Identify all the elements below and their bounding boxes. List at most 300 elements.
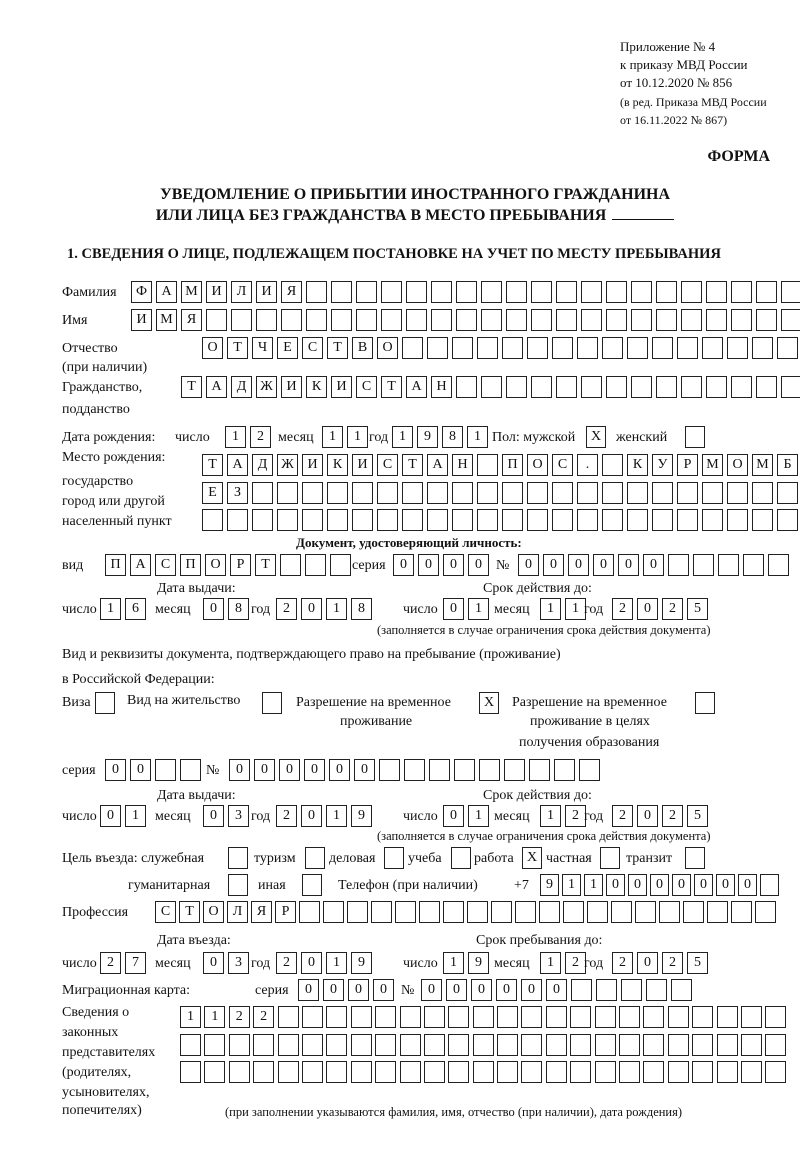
char-cell[interactable]: И [302, 454, 323, 476]
char-cell[interactable] [531, 309, 552, 331]
char-cell[interactable]: 8 [228, 598, 249, 620]
char-cell[interactable] [381, 309, 402, 331]
patronymic-cells[interactable] [202, 337, 798, 359]
char-cell[interactable]: 1 [347, 426, 368, 448]
char-cell[interactable] [452, 482, 473, 504]
char-cell[interactable] [377, 482, 398, 504]
char-cell[interactable]: 0 [637, 952, 658, 974]
char-cell[interactable]: 0 [546, 979, 567, 1001]
char-cell[interactable] [707, 901, 728, 923]
issue-year-cells[interactable] [276, 805, 372, 827]
char-cell[interactable] [477, 509, 498, 531]
char-cell[interactable] [570, 1006, 591, 1028]
char-cell[interactable] [677, 482, 698, 504]
char-cell[interactable] [527, 482, 548, 504]
valid-day-cells[interactable] [443, 805, 489, 827]
char-cell[interactable] [481, 376, 502, 398]
char-cell[interactable] [706, 309, 727, 331]
char-cell[interactable] [229, 1034, 250, 1056]
char-cell[interactable]: 8 [442, 426, 463, 448]
char-cell[interactable] [727, 337, 748, 359]
char-cell[interactable]: М [752, 454, 773, 476]
residence-permit-checkbox[interactable] [262, 692, 282, 714]
char-cell[interactable] [652, 337, 673, 359]
char-cell[interactable] [731, 281, 752, 303]
char-cell[interactable] [427, 509, 448, 531]
char-cell[interactable] [400, 1006, 421, 1028]
char-cell[interactable]: 2 [662, 805, 683, 827]
valid-day-cells[interactable] [443, 598, 489, 620]
doc-number-cells[interactable] [518, 554, 789, 576]
char-cell[interactable] [581, 376, 602, 398]
char-cell[interactable] [677, 337, 698, 359]
char-cell[interactable] [552, 509, 573, 531]
char-cell[interactable] [677, 509, 698, 531]
char-cell[interactable] [356, 309, 377, 331]
char-cell[interactable]: А [156, 281, 177, 303]
birth-year-cells[interactable] [392, 426, 488, 448]
char-cell[interactable] [581, 309, 602, 331]
char-cell[interactable] [351, 1034, 372, 1056]
char-cell[interactable] [631, 376, 652, 398]
char-cell[interactable]: 0 [304, 759, 325, 781]
char-cell[interactable]: 0 [329, 759, 350, 781]
char-cell[interactable] [377, 509, 398, 531]
char-cell[interactable] [473, 1006, 494, 1028]
char-cell[interactable]: К [327, 454, 348, 476]
char-cell[interactable]: 1 [322, 426, 343, 448]
char-cell[interactable] [717, 1061, 738, 1083]
char-cell[interactable] [546, 1061, 567, 1083]
char-cell[interactable]: О [727, 454, 748, 476]
char-cell[interactable] [752, 482, 773, 504]
char-cell[interactable]: Р [677, 454, 698, 476]
purpose-humanitarian-checkbox[interactable] [228, 874, 248, 896]
char-cell[interactable] [731, 376, 752, 398]
char-cell[interactable] [777, 482, 798, 504]
char-cell[interactable] [326, 1061, 347, 1083]
char-cell[interactable] [347, 901, 368, 923]
char-cell[interactable] [656, 376, 677, 398]
char-cell[interactable]: 1 [326, 598, 347, 620]
purpose-private-checkbox[interactable] [600, 847, 620, 869]
char-cell[interactable]: Т [179, 901, 200, 923]
char-cell[interactable]: 0 [421, 979, 442, 1001]
char-cell[interactable] [424, 1006, 445, 1028]
entry-day-cells[interactable] [100, 952, 146, 974]
issue-day-cells[interactable] [100, 805, 146, 827]
char-cell[interactable] [765, 1034, 786, 1056]
char-cell[interactable] [515, 901, 536, 923]
char-cell[interactable]: М [181, 281, 202, 303]
char-cell[interactable] [587, 901, 608, 923]
char-cell[interactable]: 0 [373, 979, 394, 1001]
char-cell[interactable] [668, 554, 689, 576]
char-cell[interactable]: Н [431, 376, 452, 398]
valid-year-cells[interactable] [612, 805, 708, 827]
char-cell[interactable] [504, 759, 525, 781]
char-cell[interactable] [768, 554, 789, 576]
char-cell[interactable]: 0 [618, 554, 639, 576]
char-cell[interactable] [252, 482, 273, 504]
char-cell[interactable]: С [552, 454, 573, 476]
sex-female-checkbox[interactable] [685, 426, 705, 448]
char-cell[interactable] [299, 901, 320, 923]
char-cell[interactable] [595, 1006, 616, 1028]
char-cell[interactable] [473, 1034, 494, 1056]
char-cell[interactable] [280, 554, 301, 576]
char-cell[interactable] [402, 482, 423, 504]
char-cell[interactable]: 0 [643, 554, 664, 576]
char-cell[interactable] [305, 554, 326, 576]
char-cell[interactable]: Т [227, 337, 248, 359]
birth-month-cells[interactable] [322, 426, 368, 448]
char-cell[interactable]: 0 [443, 554, 464, 576]
visa-checkbox[interactable] [95, 692, 115, 714]
char-cell[interactable] [602, 509, 623, 531]
char-cell[interactable] [631, 281, 652, 303]
char-cell[interactable]: 2 [565, 805, 586, 827]
char-cell[interactable]: 0 [298, 979, 319, 1001]
char-cell[interactable]: 0 [521, 979, 542, 1001]
char-cell[interactable]: 1 [562, 874, 581, 896]
char-cell[interactable] [356, 281, 377, 303]
char-cell[interactable] [456, 309, 477, 331]
valid-year-cells[interactable] [612, 598, 708, 620]
char-cell[interactable] [643, 1006, 664, 1028]
char-cell[interactable] [563, 901, 584, 923]
char-cell[interactable]: 9 [468, 952, 489, 974]
char-cell[interactable]: И [131, 309, 152, 331]
char-cell[interactable] [419, 901, 440, 923]
char-cell[interactable] [351, 1061, 372, 1083]
profession-cells[interactable] [155, 901, 776, 923]
blank-underline[interactable] [612, 205, 674, 220]
char-cell[interactable] [717, 1006, 738, 1028]
char-cell[interactable] [552, 337, 573, 359]
res-series-cells[interactable] [105, 759, 201, 781]
char-cell[interactable] [506, 281, 527, 303]
char-cell[interactable] [204, 1034, 225, 1056]
char-cell[interactable] [621, 979, 642, 1001]
sex-male-checkbox[interactable]: X [586, 426, 606, 448]
char-cell[interactable] [406, 281, 427, 303]
char-cell[interactable] [180, 1061, 201, 1083]
char-cell[interactable] [456, 281, 477, 303]
char-cell[interactable] [479, 759, 500, 781]
char-cell[interactable] [702, 509, 723, 531]
char-cell[interactable] [477, 454, 498, 476]
char-cell[interactable]: 0 [468, 554, 489, 576]
char-cell[interactable] [427, 337, 448, 359]
char-cell[interactable]: Т [327, 337, 348, 359]
char-cell[interactable] [302, 1006, 323, 1028]
char-cell[interactable] [611, 901, 632, 923]
char-cell[interactable]: Т [381, 376, 402, 398]
char-cell[interactable] [327, 482, 348, 504]
char-cell[interactable] [331, 281, 352, 303]
char-cell[interactable]: 2 [276, 598, 297, 620]
char-cell[interactable]: 2 [612, 805, 633, 827]
char-cell[interactable] [741, 1034, 762, 1056]
char-cell[interactable] [497, 1034, 518, 1056]
char-cell[interactable] [731, 901, 752, 923]
char-cell[interactable]: 1 [540, 805, 561, 827]
char-cell[interactable]: 1 [467, 426, 488, 448]
char-cell[interactable]: А [206, 376, 227, 398]
char-cell[interactable]: Р [275, 901, 296, 923]
char-cell[interactable]: 0 [203, 952, 224, 974]
char-cell[interactable]: 3 [228, 805, 249, 827]
char-cell[interactable] [371, 901, 392, 923]
char-cell[interactable] [330, 554, 351, 576]
char-cell[interactable] [379, 759, 400, 781]
purpose-official-checkbox[interactable] [228, 847, 248, 869]
phone-cells[interactable] [540, 874, 779, 896]
char-cell[interactable] [777, 337, 798, 359]
char-cell[interactable]: С [155, 554, 176, 576]
char-cell[interactable] [502, 509, 523, 531]
char-cell[interactable] [253, 1034, 274, 1056]
char-cell[interactable]: 1 [584, 874, 603, 896]
char-cell[interactable] [456, 376, 477, 398]
char-cell[interactable] [506, 309, 527, 331]
char-cell[interactable] [352, 509, 373, 531]
char-cell[interactable]: 2 [250, 426, 271, 448]
char-cell[interactable] [556, 309, 577, 331]
char-cell[interactable]: 0 [716, 874, 735, 896]
entry-month-cells[interactable] [203, 952, 249, 974]
birth-day-cells[interactable] [225, 426, 271, 448]
purpose-tourism-checkbox[interactable] [305, 847, 325, 869]
char-cell[interactable] [231, 309, 252, 331]
char-cell[interactable] [477, 337, 498, 359]
char-cell[interactable] [652, 482, 673, 504]
char-cell[interactable] [252, 509, 273, 531]
char-cell[interactable] [760, 874, 779, 896]
doc-series-cells[interactable] [393, 554, 489, 576]
char-cell[interactable]: С [356, 376, 377, 398]
char-cell[interactable] [717, 1034, 738, 1056]
doc-kind-cells[interactable] [105, 554, 351, 576]
char-cell[interactable]: Т [255, 554, 276, 576]
char-cell[interactable] [302, 1061, 323, 1083]
char-cell[interactable] [643, 1061, 664, 1083]
char-cell[interactable]: О [377, 337, 398, 359]
char-cell[interactable]: 1 [565, 598, 586, 620]
char-cell[interactable]: Ф [131, 281, 152, 303]
entry-year-cells[interactable] [276, 952, 372, 974]
char-cell[interactable] [777, 509, 798, 531]
char-cell[interactable]: 5 [687, 952, 708, 974]
char-cell[interactable] [204, 1061, 225, 1083]
char-cell[interactable] [570, 1034, 591, 1056]
char-cell[interactable] [781, 376, 800, 398]
char-cell[interactable] [756, 376, 777, 398]
char-cell[interactable] [692, 1034, 713, 1056]
char-cell[interactable] [619, 1034, 640, 1056]
char-cell[interactable]: 1 [326, 805, 347, 827]
char-cell[interactable] [683, 901, 704, 923]
char-cell[interactable] [546, 1034, 567, 1056]
char-cell[interactable] [281, 309, 302, 331]
char-cell[interactable] [381, 281, 402, 303]
char-cell[interactable]: 2 [276, 805, 297, 827]
char-cell[interactable]: О [203, 901, 224, 923]
char-cell[interactable] [277, 509, 298, 531]
char-cell[interactable]: 0 [203, 598, 224, 620]
char-cell[interactable]: 1 [540, 952, 561, 974]
char-cell[interactable] [406, 309, 427, 331]
issue-year-cells[interactable] [276, 598, 372, 620]
temp-permit-checkbox[interactable]: X [479, 692, 499, 714]
char-cell[interactable] [326, 1034, 347, 1056]
migration-series-cells[interactable] [298, 979, 394, 1001]
char-cell[interactable]: Л [231, 281, 252, 303]
char-cell[interactable]: 0 [354, 759, 375, 781]
char-cell[interactable] [306, 281, 327, 303]
char-cell[interactable] [531, 281, 552, 303]
char-cell[interactable]: 0 [496, 979, 517, 1001]
char-cell[interactable] [781, 281, 800, 303]
char-cell[interactable]: 1 [468, 598, 489, 620]
char-cell[interactable] [352, 482, 373, 504]
char-cell[interactable]: А [427, 454, 448, 476]
char-cell[interactable]: Е [202, 482, 223, 504]
char-cell[interactable]: С [155, 901, 176, 923]
char-cell[interactable] [741, 1061, 762, 1083]
legal-reps-cells[interactable] [180, 1061, 786, 1083]
birth-place-cells[interactable] [202, 482, 798, 504]
char-cell[interactable]: 3 [228, 952, 249, 974]
char-cell[interactable]: А [406, 376, 427, 398]
char-cell[interactable] [502, 337, 523, 359]
char-cell[interactable]: 0 [229, 759, 250, 781]
char-cell[interactable] [306, 309, 327, 331]
char-cell[interactable]: 1 [392, 426, 413, 448]
stay-day-cells[interactable] [443, 952, 489, 974]
char-cell[interactable]: Т [181, 376, 202, 398]
char-cell[interactable] [765, 1006, 786, 1028]
char-cell[interactable] [554, 759, 575, 781]
char-cell[interactable] [781, 309, 800, 331]
char-cell[interactable]: 1 [326, 952, 347, 974]
surname-cells[interactable] [131, 281, 800, 303]
char-cell[interactable] [571, 979, 592, 1001]
issue-month-cells[interactable] [203, 805, 249, 827]
valid-month-cells[interactable] [540, 598, 586, 620]
char-cell[interactable]: 0 [203, 805, 224, 827]
char-cell[interactable] [643, 1034, 664, 1056]
char-cell[interactable]: Л [227, 901, 248, 923]
char-cell[interactable]: 2 [229, 1006, 250, 1028]
char-cell[interactable] [656, 309, 677, 331]
char-cell[interactable] [375, 1061, 396, 1083]
char-cell[interactable]: П [502, 454, 523, 476]
char-cell[interactable] [727, 509, 748, 531]
citizenship-cells[interactable] [181, 376, 800, 398]
char-cell[interactable]: 2 [612, 598, 633, 620]
name-cells[interactable] [131, 309, 800, 331]
char-cell[interactable]: 0 [628, 874, 647, 896]
char-cell[interactable] [400, 1034, 421, 1056]
char-cell[interactable] [668, 1006, 689, 1028]
char-cell[interactable] [424, 1061, 445, 1083]
char-cell[interactable] [531, 376, 552, 398]
char-cell[interactable]: 2 [276, 952, 297, 974]
char-cell[interactable] [448, 1034, 469, 1056]
char-cell[interactable]: И [256, 281, 277, 303]
char-cell[interactable]: О [527, 454, 548, 476]
char-cell[interactable]: 9 [351, 952, 372, 974]
char-cell[interactable]: Я [251, 901, 272, 923]
char-cell[interactable] [497, 1006, 518, 1028]
char-cell[interactable] [752, 337, 773, 359]
char-cell[interactable] [602, 482, 623, 504]
char-cell[interactable] [627, 482, 648, 504]
char-cell[interactable]: 7 [125, 952, 146, 974]
char-cell[interactable]: И [331, 376, 352, 398]
char-cell[interactable]: 2 [612, 952, 633, 974]
char-cell[interactable]: 1 [125, 805, 146, 827]
char-cell[interactable] [635, 901, 656, 923]
char-cell[interactable] [454, 759, 475, 781]
char-cell[interactable]: 2 [662, 952, 683, 974]
char-cell[interactable]: 0 [471, 979, 492, 1001]
char-cell[interactable] [481, 309, 502, 331]
char-cell[interactable] [702, 482, 723, 504]
legal-reps-cells[interactable] [180, 1034, 786, 1056]
char-cell[interactable]: Ч [252, 337, 273, 359]
char-cell[interactable]: Д [252, 454, 273, 476]
char-cell[interactable]: 1 [468, 805, 489, 827]
migration-number-cells[interactable] [421, 979, 692, 1001]
char-cell[interactable] [431, 281, 452, 303]
char-cell[interactable]: 1 [180, 1006, 201, 1028]
char-cell[interactable]: 0 [301, 805, 322, 827]
char-cell[interactable]: П [180, 554, 201, 576]
char-cell[interactable] [570, 1061, 591, 1083]
char-cell[interactable] [731, 309, 752, 331]
char-cell[interactable]: А [227, 454, 248, 476]
char-cell[interactable]: 0 [130, 759, 151, 781]
char-cell[interactable]: И [281, 376, 302, 398]
char-cell[interactable] [692, 1061, 713, 1083]
char-cell[interactable] [429, 759, 450, 781]
char-cell[interactable]: 0 [418, 554, 439, 576]
char-cell[interactable] [606, 376, 627, 398]
char-cell[interactable] [631, 309, 652, 331]
char-cell[interactable]: О [202, 337, 223, 359]
char-cell[interactable] [400, 1061, 421, 1083]
char-cell[interactable]: 0 [518, 554, 539, 576]
char-cell[interactable] [602, 454, 623, 476]
purpose-study-checkbox[interactable] [451, 847, 471, 869]
char-cell[interactable]: 0 [393, 554, 414, 576]
char-cell[interactable]: В [352, 337, 373, 359]
char-cell[interactable]: И [352, 454, 373, 476]
char-cell[interactable]: З [227, 482, 248, 504]
char-cell[interactable]: 0 [105, 759, 126, 781]
stay-month-cells[interactable] [540, 952, 586, 974]
char-cell[interactable] [452, 337, 473, 359]
char-cell[interactable] [619, 1061, 640, 1083]
purpose-transit-checkbox[interactable] [685, 847, 705, 869]
char-cell[interactable] [602, 337, 623, 359]
char-cell[interactable] [577, 509, 598, 531]
char-cell[interactable]: И [206, 281, 227, 303]
char-cell[interactable] [546, 1006, 567, 1028]
